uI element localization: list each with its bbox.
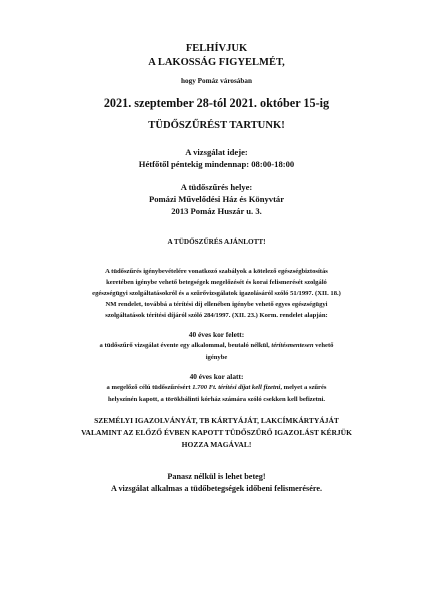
documents-line: SZEMÉLYI IGAZOLVÁNYÁT, TB KÁRTYÁJÁT, LAKCÍMKÁRTYÁJÁT <box>94 416 339 425</box>
closing-line-1: Panasz nélkül is lehet beteg! <box>167 472 266 481</box>
under40-label: 40 éves kor alatt: <box>189 372 244 381</box>
legal-line: NM rendelet, továbbá a térítési díj ellenében igénybe vehető egyes egészségügyi <box>105 301 328 308</box>
announcement: TÜDŐSZŰRÉST TARTUNK! <box>148 120 285 131</box>
closing-line-2: A vizsgálat alkalmas a tüdőbetegségek időbeni felismerésére. <box>110 484 323 493</box>
location-name: Pomázi Művelődési Ház és Könyvtár <box>148 194 285 204</box>
under40-line-1 <box>0 384 433 391</box>
legal-line: keretében igénybe vehető betegségek megelőzését és korai felismerését szolgáló <box>106 279 327 286</box>
over40-label: 40 éves kor felett: <box>188 330 245 339</box>
schedule-label: A vizsgálat ideje: <box>185 147 248 157</box>
legal-line: egészségügyi szolgáltatásokról és a szűrővizsgálatok igazolásáról szóló 51/1997. (XII. 18.) <box>92 290 341 297</box>
over40-text-pre: a tüdőszűrő vizsgálat évente egy alkalommal, beutaló nélkül, <box>99 342 272 349</box>
under40-text-pre: a megelőző célú tüdőszűrésért <box>106 384 193 391</box>
under40-text-post: , melyet a szűrés <box>280 384 327 391</box>
documents-line: HOZZA MAGÁVAL! <box>181 440 252 449</box>
over40-text-post: vehető <box>313 342 334 349</box>
heading-line-2: A LAKOSSÁG FIGYELMÉT, <box>148 57 285 68</box>
under40-text-emphasis: 1.700 Ft. térítési díjat kell fizetni <box>192 384 281 391</box>
schedule-value: Hétfőtől péntekig mindennap: 08:00-18:00 <box>138 159 295 169</box>
over40-text-emphasis: térítésmentesen <box>271 342 314 349</box>
under40-line-2: helyszínén kapott, a törökbálinti kórház számára szóló csekken kell befizetni. <box>107 396 326 403</box>
location-address: 2013 Pomáz Huszár u. 3. <box>171 206 262 216</box>
legal-line: szolgáltatások térítési díjáról szóló 284/1997. (XII. 23.) Korm. rendelet alapján: <box>105 312 328 319</box>
recommend-notice: A TÜDŐSZŰRÉS AJÁNLOTT! <box>167 238 266 246</box>
date-range: 2021. szeptember 28-tól 2021. október 15-ig <box>103 96 330 110</box>
documents-line: VALAMINT AZ ELŐZŐ ÉVBEN KAPOTT TÜDŐSZŰRŐ IGAZOLÁST KÉRJÜK <box>81 428 352 437</box>
legal-line: A tüdőszűrés igénybevételére vonatkozó szabályok a kötelező egészségbiztosítás <box>105 268 328 275</box>
location-label: A tüdőszűrés helye: <box>180 182 253 192</box>
heading-line-3: hogy Pomáz városában <box>181 77 252 85</box>
over40-line-1 <box>0 342 433 349</box>
heading-line-1: FELHÍVJUK <box>185 43 248 54</box>
over40-line-2: igénybe <box>205 354 228 361</box>
